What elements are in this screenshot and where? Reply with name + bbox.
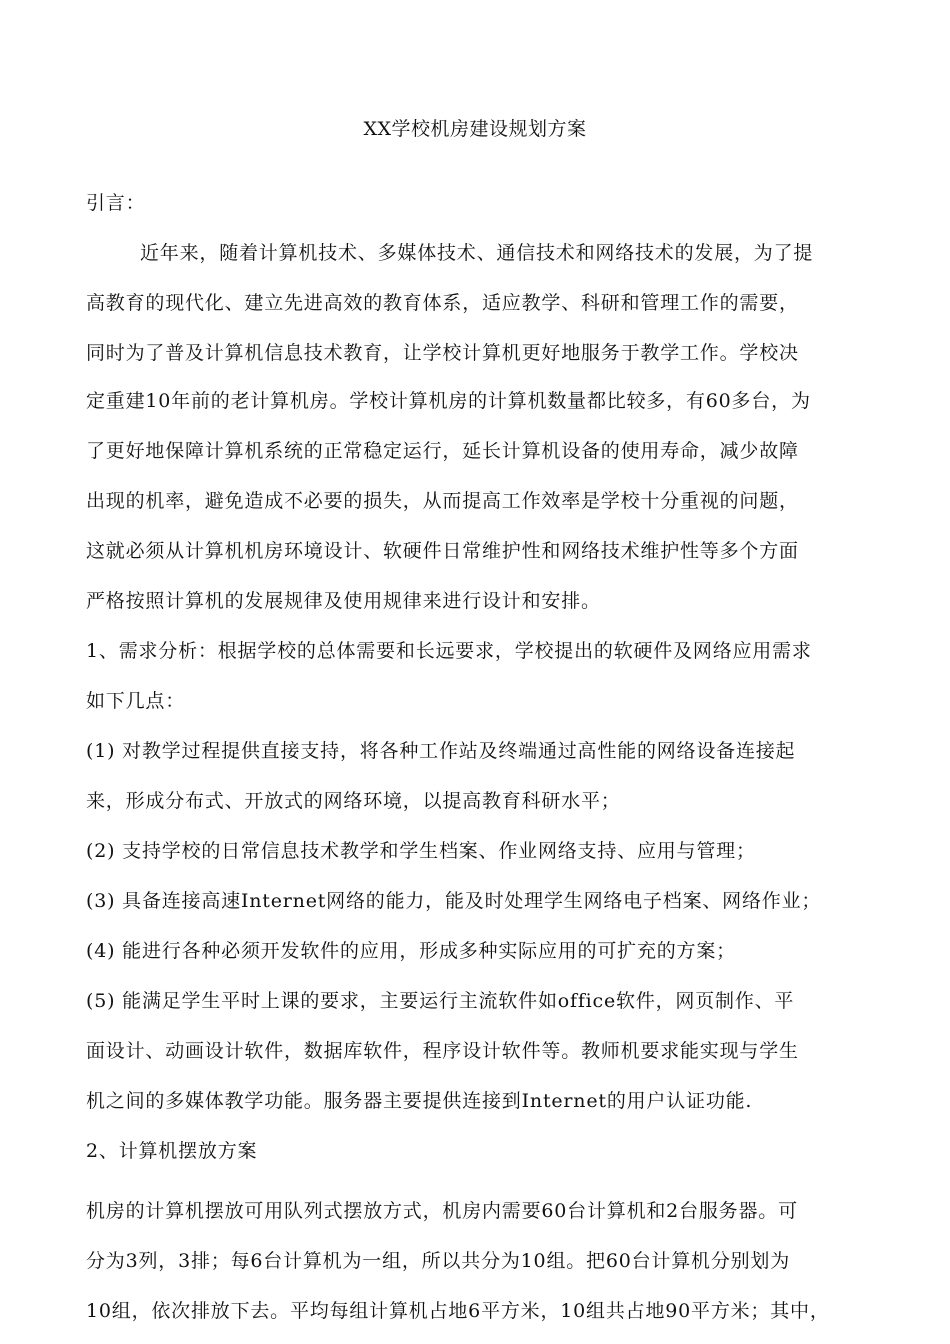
paragraph-line: 如下几点： [86,690,186,712]
list-item-continuation: 来，形成分布式、开放式的网络环境，以提高教育科研水平； [86,790,621,812]
document-title: XX学校机房建设规划方案 [363,118,587,140]
paragraph-line: 出现的机率，避免造成不必要的损失，从而提高工作效率是学校十分重视的问题， [86,490,799,512]
list-item: (4) 能进行各种必须开发软件的应用，形成多种实际应用的可扩充的方案； [86,940,736,962]
paragraph-line: 高教育的现代化、建立先进高效的教育体系，适应教学、科研和管理工作的需要， [86,292,799,314]
list-item: (2) 支持学校的日常信息技术教学和学生档案、作业网络支持、应用与管理； [86,840,756,862]
list-item-continuation: 面设计、动画设计软件，数据库软件，程序设计软件等。教师机要求能实现与学生 [86,1040,799,1062]
paragraph-line: 定重建10年前的老计算机房。学校计算机房的计算机数量都比较多，有60多台，为 [86,390,811,412]
paragraph-line: 10组，依次排放下去。平均每组计算机占地6平方米，10组共占地90平方米；其中， [86,1300,830,1322]
list-item: (3) 具备连接高速Internet网络的能力，能及时处理学生网络电子档案、网络作业； [86,890,822,912]
paragraph-line: 近年来，随着计算机技术、多媒体技术、通信技术和网络技术的发展，为了提 [140,242,814,264]
paragraph-line: 严格按照计算机的发展规律及使用规律来进行设计和安排。 [86,590,601,612]
paragraph-line: 这就必须从计算机机房环境设计、软硬件日常维护性和网络技术维护性等多个方面 [86,540,799,562]
paragraph-line: 分为3列，3排；每6台计算机为一组，所以共分为10组。把60台计算机分别划为 [86,1250,791,1272]
list-item: (1) 对教学过程提供直接支持，将各种工作站及终端通过高性能的网络设备连接起 [86,740,796,762]
list-item: (5) 能满足学生平时上课的要求，主要运行主流软件如office软件，网页制作、平 [86,990,795,1012]
paragraph-line: 同时为了普及计算机信息技术教育，让学校计算机更好地服务于教学工作。学校决 [86,342,799,364]
list-item-continuation: 机之间的多媒体教学功能。服务器主要提供连接到Internet的用户认证功能. [86,1090,753,1112]
paragraph-line: 了更好地保障计算机系统的正常稳定运行，延长计算机设备的使用寿命，减少故障 [86,440,799,462]
section-heading: 2、计算机摆放方案 [86,1140,258,1162]
section-heading: 1、需求分析：根据学校的总体需要和长远要求，学校提出的软硬件及网络应用需求 [86,640,812,662]
intro-heading: 引言： [86,192,146,214]
paragraph-line: 机房的计算机摆放可用队列式摆放方式，机房内需要60台计算机和2台服务器。可 [86,1200,798,1222]
